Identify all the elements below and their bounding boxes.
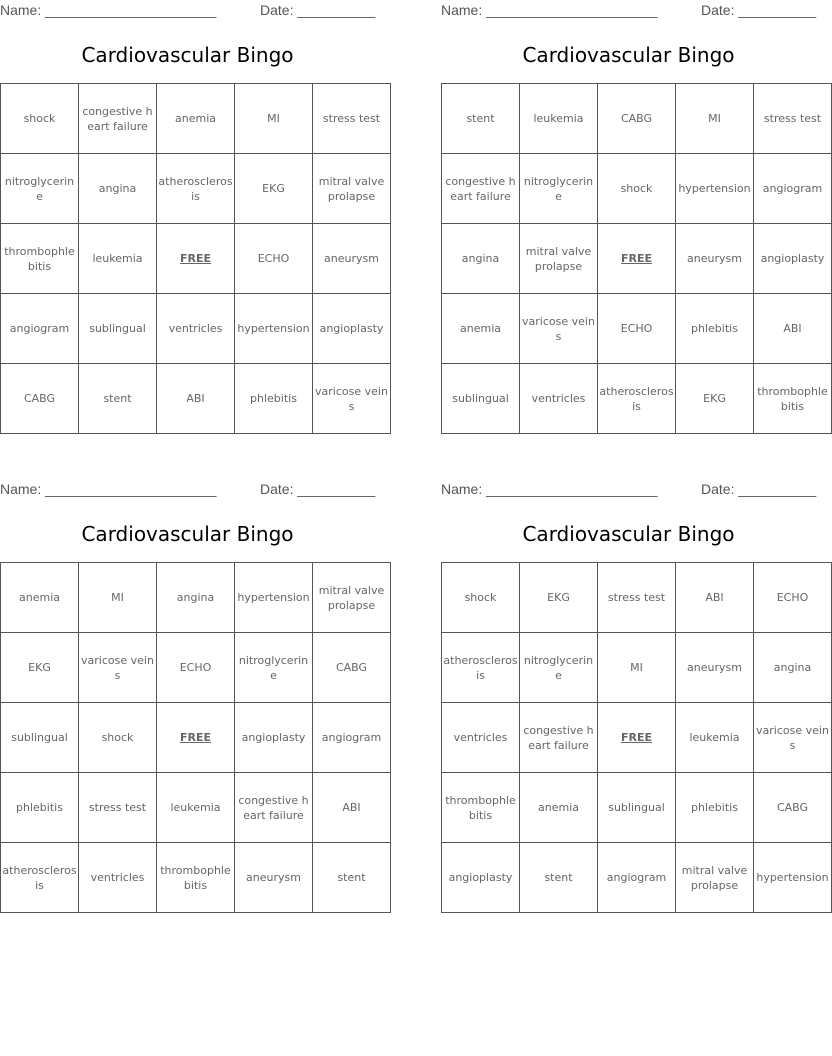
bingo-cell: angiogram: [754, 154, 832, 224]
name-field: Name: ______________________: [441, 481, 658, 497]
bingo-cell: shock: [1, 84, 79, 154]
bingo-cell: atherosclerosis: [442, 633, 520, 703]
bingo-cell: phlebitis: [235, 364, 313, 434]
bingo-row: [442, 563, 832, 633]
date-field: Date: __________: [260, 481, 376, 497]
bingo-cell: angioplasty: [235, 703, 313, 773]
bingo-cell: sublingual: [442, 364, 520, 434]
bingo-cell: ABI: [157, 364, 235, 434]
bingo-grid: [0, 562, 391, 913]
card-title: Cardiovascular Bingo: [81, 43, 294, 67]
bingo-row: [1, 843, 391, 913]
bingo-cell: sublingual: [79, 294, 157, 364]
bingo-cell: shock: [598, 154, 676, 224]
bingo-row: [1, 84, 391, 154]
date-field: Date: __________: [701, 2, 817, 18]
bingo-row: [442, 84, 832, 154]
bingo-cell: congestive heart failure: [520, 703, 598, 773]
bingo-cell: sublingual: [1, 703, 79, 773]
bingo-cell: mitral valve prolapse: [676, 843, 754, 913]
bingo-cell: angioplasty: [313, 294, 391, 364]
bingo-cell: MI: [235, 84, 313, 154]
bingo-row: [442, 294, 832, 364]
bingo-cell: ABI: [313, 773, 391, 843]
free-space-cell: FREE: [157, 703, 235, 773]
bingo-cell: aneurysm: [676, 633, 754, 703]
bingo-cell: aneurysm: [313, 224, 391, 294]
date-field: Date: __________: [701, 481, 817, 497]
bingo-cell: CABG: [313, 633, 391, 703]
bingo-cell: mitral valve prolapse: [313, 154, 391, 224]
bingo-cell: mitral valve prolapse: [313, 563, 391, 633]
bingo-cell: hypertension: [235, 294, 313, 364]
bingo-card: [0, 0, 388, 413]
bingo-cell: thrombophlebitis: [754, 364, 832, 434]
bingo-cell: thrombophlebitis: [157, 843, 235, 913]
bingo-cell: angiogram: [313, 703, 391, 773]
bingo-card: [441, 0, 828, 413]
bingo-grid: [441, 562, 832, 913]
bingo-cell: MI: [79, 563, 157, 633]
bingo-cell: stent: [79, 364, 157, 434]
bingo-cell: thrombophlebitis: [442, 773, 520, 843]
free-space-cell: FREE: [157, 224, 235, 294]
bingo-cell: ECHO: [754, 563, 832, 633]
bingo-cell: anemia: [1, 563, 79, 633]
bingo-cell: ventricles: [442, 703, 520, 773]
bingo-cell: shock: [442, 563, 520, 633]
bingo-cell: anemia: [157, 84, 235, 154]
bingo-row: [442, 703, 832, 773]
bingo-cell: MI: [598, 633, 676, 703]
bingo-cell: shock: [79, 703, 157, 773]
bingo-cell: stent: [313, 843, 391, 913]
bingo-cell: EKG: [676, 364, 754, 434]
bingo-row: [1, 563, 391, 633]
bingo-cell: varicose veins: [79, 633, 157, 703]
name-field: Name: ______________________: [441, 2, 658, 18]
free-space-cell: FREE: [598, 224, 676, 294]
card-title: Cardiovascular Bingo: [522, 43, 735, 67]
bingo-grid: [441, 83, 832, 434]
bingo-cell: hypertension: [235, 563, 313, 633]
bingo-cell: phlebitis: [676, 773, 754, 843]
bingo-cell: angina: [79, 154, 157, 224]
bingo-row: [442, 633, 832, 703]
bingo-row: [442, 364, 832, 434]
bingo-cell: EKG: [1, 633, 79, 703]
bingo-cell: nitroglycerine: [520, 633, 598, 703]
bingo-row: [1, 154, 391, 224]
bingo-cell: angioplasty: [442, 843, 520, 913]
bingo-cell: hypertension: [676, 154, 754, 224]
card-title: Cardiovascular Bingo: [81, 522, 294, 546]
bingo-cell: stress test: [313, 84, 391, 154]
bingo-cell: ECHO: [598, 294, 676, 364]
bingo-cell: angioplasty: [754, 224, 832, 294]
bingo-cell: angina: [157, 563, 235, 633]
bingo-cell: leukemia: [79, 224, 157, 294]
bingo-cell: stent: [442, 84, 520, 154]
bingo-cell: congestive heart failure: [235, 773, 313, 843]
bingo-cell: angina: [442, 224, 520, 294]
card-title: Cardiovascular Bingo: [522, 522, 735, 546]
bingo-row: [442, 154, 832, 224]
bingo-cell: MI: [676, 84, 754, 154]
bingo-cell: leukemia: [676, 703, 754, 773]
bingo-cell: leukemia: [157, 773, 235, 843]
bingo-cell: angiogram: [1, 294, 79, 364]
bingo-cell: atherosclerosis: [598, 364, 676, 434]
bingo-cell: ECHO: [157, 633, 235, 703]
bingo-cell: aneurysm: [676, 224, 754, 294]
bingo-cell: nitroglycerine: [235, 633, 313, 703]
bingo-row: [442, 224, 832, 294]
bingo-cell: ventricles: [520, 364, 598, 434]
bingo-cell: CABG: [598, 84, 676, 154]
bingo-cell: ABI: [754, 294, 832, 364]
bingo-cell: ventricles: [157, 294, 235, 364]
bingo-cell: varicose veins: [313, 364, 391, 434]
bingo-cell: congestive heart failure: [442, 154, 520, 224]
bingo-cell: stent: [520, 843, 598, 913]
bingo-cell: EKG: [235, 154, 313, 224]
bingo-cell: phlebitis: [1, 773, 79, 843]
bingo-card: [0, 479, 385, 892]
bingo-cell: nitroglycerine: [1, 154, 79, 224]
name-field: Name: ______________________: [0, 2, 217, 18]
bingo-cell: thrombophlebitis: [1, 224, 79, 294]
bingo-cell: ventricles: [79, 843, 157, 913]
date-field: Date: __________: [260, 2, 376, 18]
bingo-cell: stress test: [754, 84, 832, 154]
bingo-cell: stress test: [79, 773, 157, 843]
card-header: [0, 479, 375, 501]
bingo-grid: [0, 83, 391, 434]
bingo-cell: hypertension: [754, 843, 832, 913]
bingo-cell: mitral valve prolapse: [520, 224, 598, 294]
bingo-cell: varicose veins: [520, 294, 598, 364]
bingo-cell: atherosclerosis: [157, 154, 235, 224]
bingo-cell: sublingual: [598, 773, 676, 843]
bingo-row: [442, 843, 832, 913]
bingo-cell: aneurysm: [235, 843, 313, 913]
free-space-cell: FREE: [598, 703, 676, 773]
name-field: Name: ______________________: [0, 481, 217, 497]
bingo-cell: leukemia: [520, 84, 598, 154]
bingo-row: [1, 294, 391, 364]
bingo-row: [1, 633, 391, 703]
bingo-cell: CABG: [1, 364, 79, 434]
bingo-row: [1, 224, 391, 294]
bingo-cell: anemia: [520, 773, 598, 843]
bingo-row: [442, 773, 832, 843]
bingo-cell: anemia: [442, 294, 520, 364]
bingo-cell: ECHO: [235, 224, 313, 294]
bingo-cell: CABG: [754, 773, 832, 843]
card-header: [441, 0, 816, 22]
bingo-card: [441, 479, 829, 892]
card-header: [0, 0, 375, 22]
bingo-cell: EKG: [520, 563, 598, 633]
bingo-cell: stress test: [598, 563, 676, 633]
bingo-row: [1, 364, 391, 434]
bingo-cell: angiogram: [598, 843, 676, 913]
bingo-row: [1, 703, 391, 773]
bingo-cell: ABI: [676, 563, 754, 633]
bingo-cell: atherosclerosis: [1, 843, 79, 913]
bingo-row: [1, 773, 391, 843]
card-header: [441, 479, 816, 501]
bingo-cell: phlebitis: [676, 294, 754, 364]
bingo-cell: angina: [754, 633, 832, 703]
bingo-cell: nitroglycerine: [520, 154, 598, 224]
bingo-cell: varicose veins: [754, 703, 832, 773]
bingo-cell: congestive heart failure: [79, 84, 157, 154]
